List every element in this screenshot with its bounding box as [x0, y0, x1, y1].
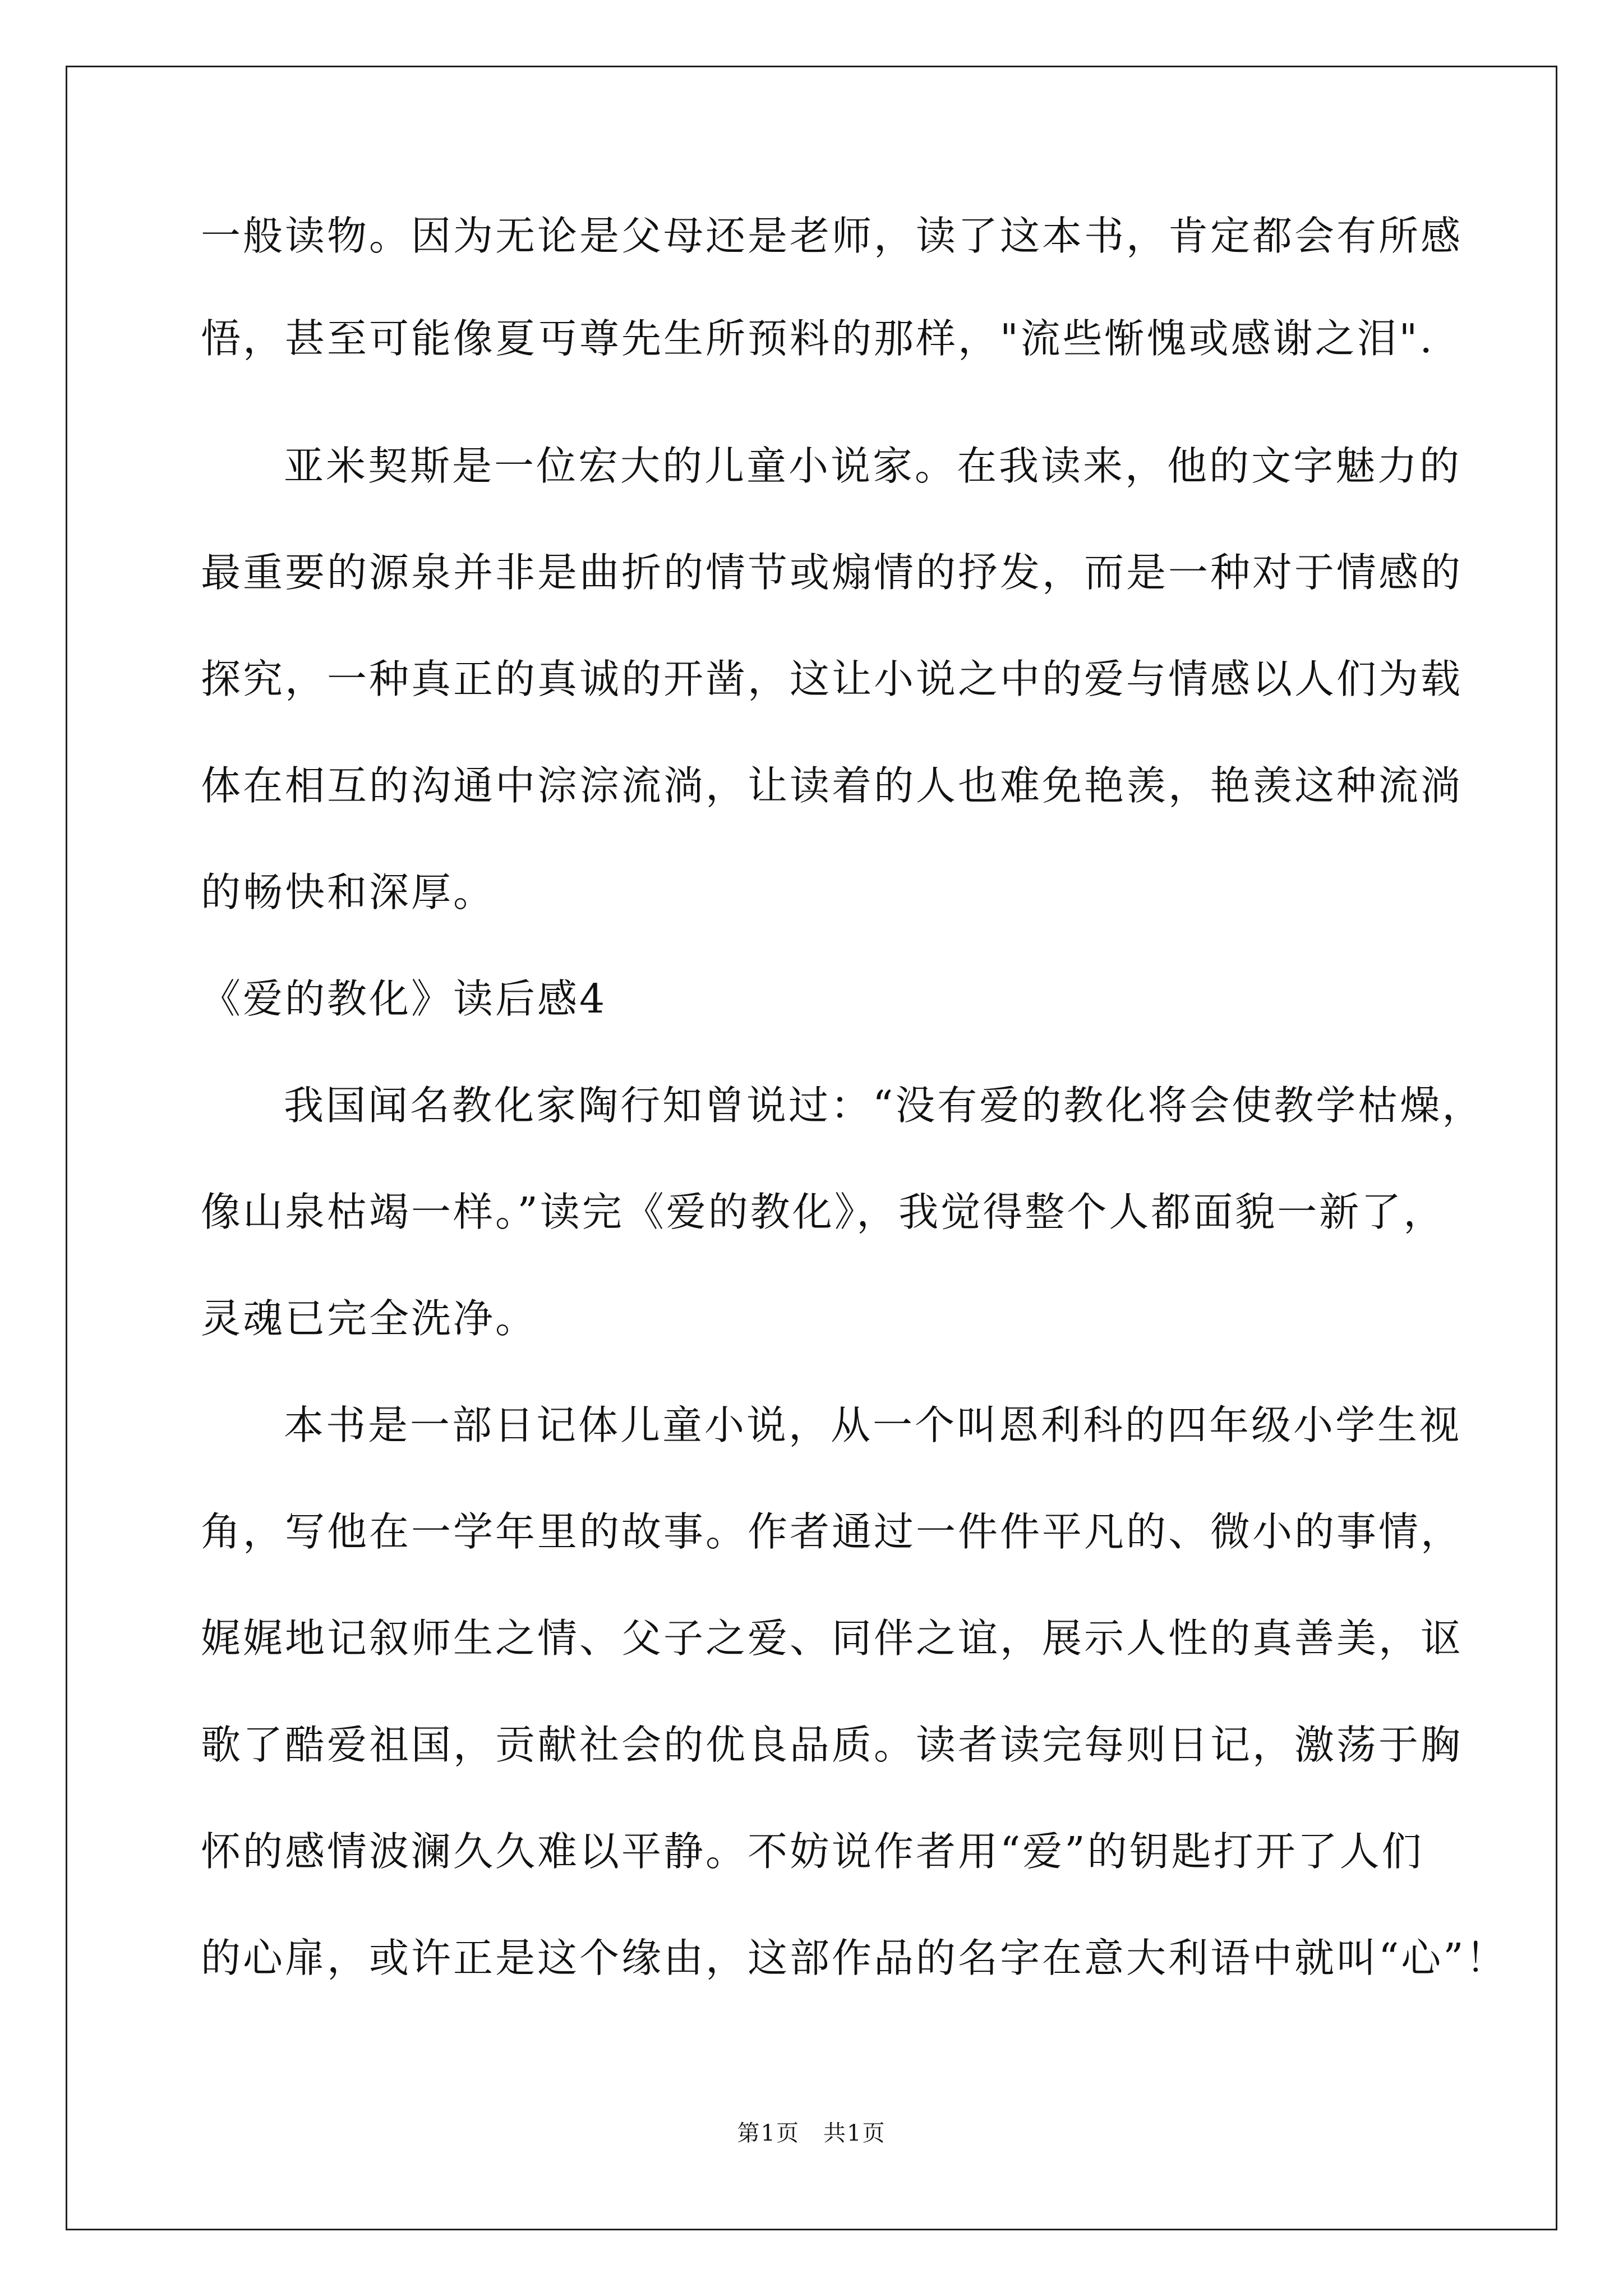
text-line: 悟，甚至可能像夏丏尊先生所预料的那样，"流些惭愧或感谢之泪".: [201, 315, 1435, 362]
text-line: 的心扉，或许正是这个缘由，这部作品的名字在意大利语中就叫“心”！: [201, 1935, 1508, 1981]
paragraph-first-line: 本书是一部日记体儿童小说，从一个叫恩利科的四年级小学生视: [284, 1402, 1462, 1448]
page-border: [66, 66, 1557, 2230]
text-line: 怀的感情波澜久久难以平静。不妨说作者用“爱”的钥匙打开了人们: [201, 1828, 1424, 1875]
text-line: 灵魂已完全洗净。: [201, 1295, 538, 1342]
text-line: 一般读物。因为无论是父母还是老师，读了这本书，肯定都会有所感: [201, 213, 1463, 259]
text-line: 最重要的源泉并非是曲折的情节或煽情的抒发，而是一种对于情感的: [201, 549, 1463, 596]
text-line: 像山泉枯竭一样。”读完《爱的教化》，我觉得整个人都面貌一新了，: [201, 1189, 1446, 1235]
text-line: 歌了酷爱祖国，贡献社会的优良品质。读者读完每则日记，激荡于胸: [201, 1722, 1463, 1768]
text-line: 体在相互的沟通中淙淙流淌，让读着的人也难免艳羡，艳羡这种流淌: [201, 762, 1463, 809]
paragraph-first-line: 亚米契斯是一位宏大的儿童小说家。在我读来，他的文字魅力的: [284, 443, 1462, 489]
text-line: 角，写他在一学年里的故事。作者通过一件件平凡的、微小的事情，: [201, 1508, 1463, 1555]
paragraph-first-line: 我国闻名教化家陶行知曾说过：“没有爱的教化将会使教学枯燥，: [284, 1082, 1484, 1129]
text-line: 的畅快和深厚。: [201, 869, 496, 915]
text-line: 探究，一种真正的真诚的开凿，这让小说之中的爱与情感以人们为载: [201, 656, 1463, 702]
page-number-footer: 第1页 共1页: [737, 2120, 886, 2146]
section-heading: 《爱的教化》读后感4: [201, 976, 607, 1022]
text-line: 娓娓地记叙师生之情、父子之爱、同伴之谊，展示人性的真善美，讴: [201, 1615, 1463, 1662]
